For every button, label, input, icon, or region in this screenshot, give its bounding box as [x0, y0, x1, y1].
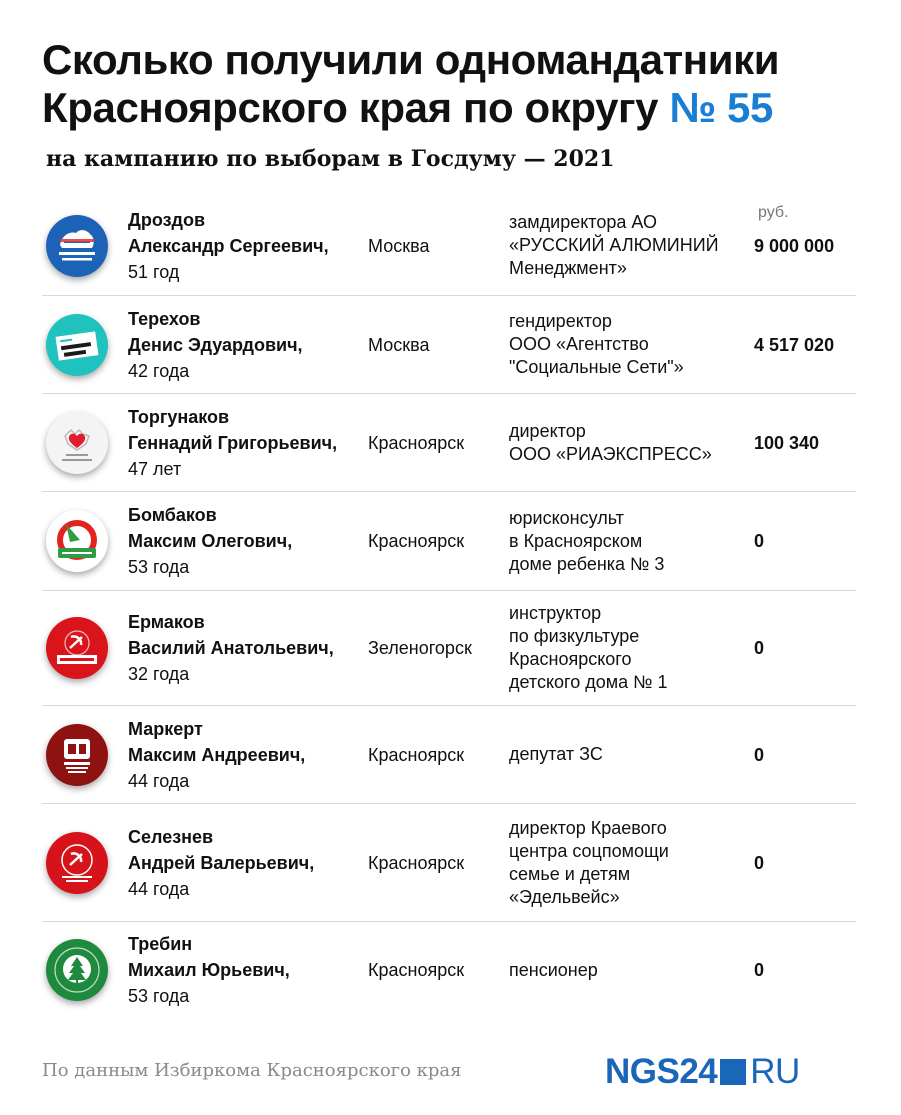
job-line: директор [509, 420, 586, 441]
candidate-name-block [128, 716, 368, 794]
candidate-surname: Требин [128, 934, 193, 954]
candidate-name-block [128, 306, 368, 384]
candidate-surname: Маркерт [128, 718, 203, 739]
candidate-city: Красноярск [368, 531, 465, 551]
candidate-age: 51 год [128, 261, 180, 282]
candidate-row [42, 196, 856, 296]
brand-square-icon [720, 1059, 746, 1085]
candidate-surname: Селезнев [128, 826, 214, 847]
brand-domain: RU [750, 1052, 800, 1091]
job-line: депутат ЗС [509, 744, 603, 764]
united-russia-logo-icon [46, 215, 108, 277]
candidate-age: 32 года [128, 664, 190, 684]
job-line: ООО «Агентство [509, 334, 649, 354]
campaign-amount: 4 517 020 [754, 334, 835, 355]
candidate-age: 53 года [128, 557, 190, 577]
campaign-amount: 0 [754, 531, 765, 551]
candidate-given-names: Александр Сергеевич, [128, 235, 329, 256]
job-line: юрисконсульт [509, 507, 624, 528]
title-line-2: Красноярского края по округу [42, 84, 670, 131]
candidate-name-block [128, 502, 368, 580]
amount-unit-label: руб. [758, 204, 789, 221]
campaign-amount: 0 [754, 960, 765, 980]
candidate-row [42, 492, 856, 591]
sr-logo-icon [46, 724, 108, 786]
job-line: детского дома № 1 [509, 672, 668, 692]
pensioners-party-logo-icon [46, 412, 108, 474]
title-line-1: Сколько получили одномандатники [42, 36, 780, 83]
job-line: «Эдельвейс» [509, 886, 620, 907]
job-line: "Социальные Сети"» [509, 357, 684, 377]
campaign-amount: 0 [754, 638, 765, 658]
candidate-given-names: Михаил Юрьевич, [128, 960, 290, 980]
candidate-name-block [128, 404, 368, 482]
candidate-given-names: Василий Анатольевич, [128, 638, 334, 658]
candidate-row [42, 296, 856, 394]
candidate-given-names: Максим Олегович, [128, 531, 293, 551]
brand-name: NGS24 [605, 1052, 718, 1091]
data-source-note: По данным Избиркома Красноярского края [42, 1060, 462, 1081]
job-line: замдиректора АО [509, 212, 657, 232]
candidate-row [42, 922, 856, 1018]
candidate-row [42, 394, 856, 492]
kprf-logo-icon [46, 617, 108, 679]
new-people-logo-icon [46, 314, 108, 376]
candidate-surname: Терехов [128, 308, 201, 329]
candidate-job [509, 817, 754, 909]
candidate-given-names: Максим Андреевич, [128, 744, 306, 765]
candidate-city: Москва [368, 334, 430, 355]
candidate-row [42, 591, 856, 706]
job-line: «РУССКИЙ АЛЮМИНИЙ [509, 235, 719, 255]
candidate-name-block [128, 609, 368, 687]
page-title [42, 36, 779, 132]
candidate-job [509, 743, 754, 766]
job-line: пенсионер [509, 959, 598, 980]
greens-party-logo-icon [46, 939, 108, 1001]
candidate-row [42, 706, 856, 804]
job-line: по физкультуре [509, 626, 640, 646]
candidate-city: Зеленогорск [368, 638, 472, 658]
candidates-table [42, 196, 856, 1018]
candidate-name-block [128, 931, 368, 1009]
candidate-given-names: Андрей Валерьевич, [128, 852, 315, 873]
candidate-surname: Дроздов [128, 209, 206, 230]
candidate-age: 42 года [128, 360, 190, 381]
job-line: семье и детям [509, 863, 631, 884]
campaign-amount: 0 [754, 744, 765, 765]
campaign-amount: 9 000 000 [754, 235, 835, 256]
job-line: инструктор [509, 603, 602, 623]
candidate-job [509, 310, 754, 379]
candidate-city: Красноярск [368, 744, 465, 765]
candidate-surname: Торгунаков [128, 406, 230, 427]
subtitle: на кампанию по выборам в Госдуму — 2021 [46, 146, 615, 172]
candidate-given-names: Геннадий Григорьевич, [128, 432, 338, 453]
job-line: ООО «РИАЭКСПРЕСС» [509, 443, 712, 464]
candidate-city: Красноярск [368, 432, 465, 453]
job-line: Красноярского [509, 649, 632, 669]
job-line: в Красноярском [509, 530, 643, 551]
candidate-job [509, 420, 754, 466]
job-line: доме ребенка № 3 [509, 553, 665, 574]
candidate-surname: Бомбаков [128, 505, 217, 525]
job-line: гендиректор [509, 311, 612, 331]
candidate-surname: Ермаков [128, 612, 205, 632]
candidate-job [509, 602, 754, 694]
ngs24-logo[interactable] [605, 1052, 800, 1092]
candidate-row [42, 804, 856, 922]
candidate-age: 44 года [128, 770, 190, 791]
yabloko-logo-icon [46, 510, 108, 572]
job-line: Менеджмент» [509, 258, 627, 278]
candidate-age: 47 лет [128, 458, 182, 479]
title-district-number: № 55 [669, 84, 773, 131]
job-line: центра соцпомощи [509, 840, 669, 861]
candidate-job [509, 507, 754, 576]
candidate-age: 53 года [128, 986, 190, 1006]
campaign-amount: 0 [754, 852, 765, 873]
candidate-name-block [128, 824, 368, 902]
candidate-city: Красноярск [368, 960, 465, 980]
candidate-city: Москва [368, 235, 430, 256]
communists-of-russia-logo-icon [46, 832, 108, 894]
candidate-city: Красноярск [368, 852, 465, 873]
candidate-name-block [128, 207, 368, 285]
candidate-given-names: Денис Эдуардович, [128, 334, 303, 355]
candidate-age: 44 года [128, 878, 190, 899]
campaign-amount: 100 340 [754, 432, 820, 453]
job-line: директор Краевого [509, 817, 667, 838]
candidate-job [509, 211, 754, 280]
candidate-job [509, 959, 754, 982]
